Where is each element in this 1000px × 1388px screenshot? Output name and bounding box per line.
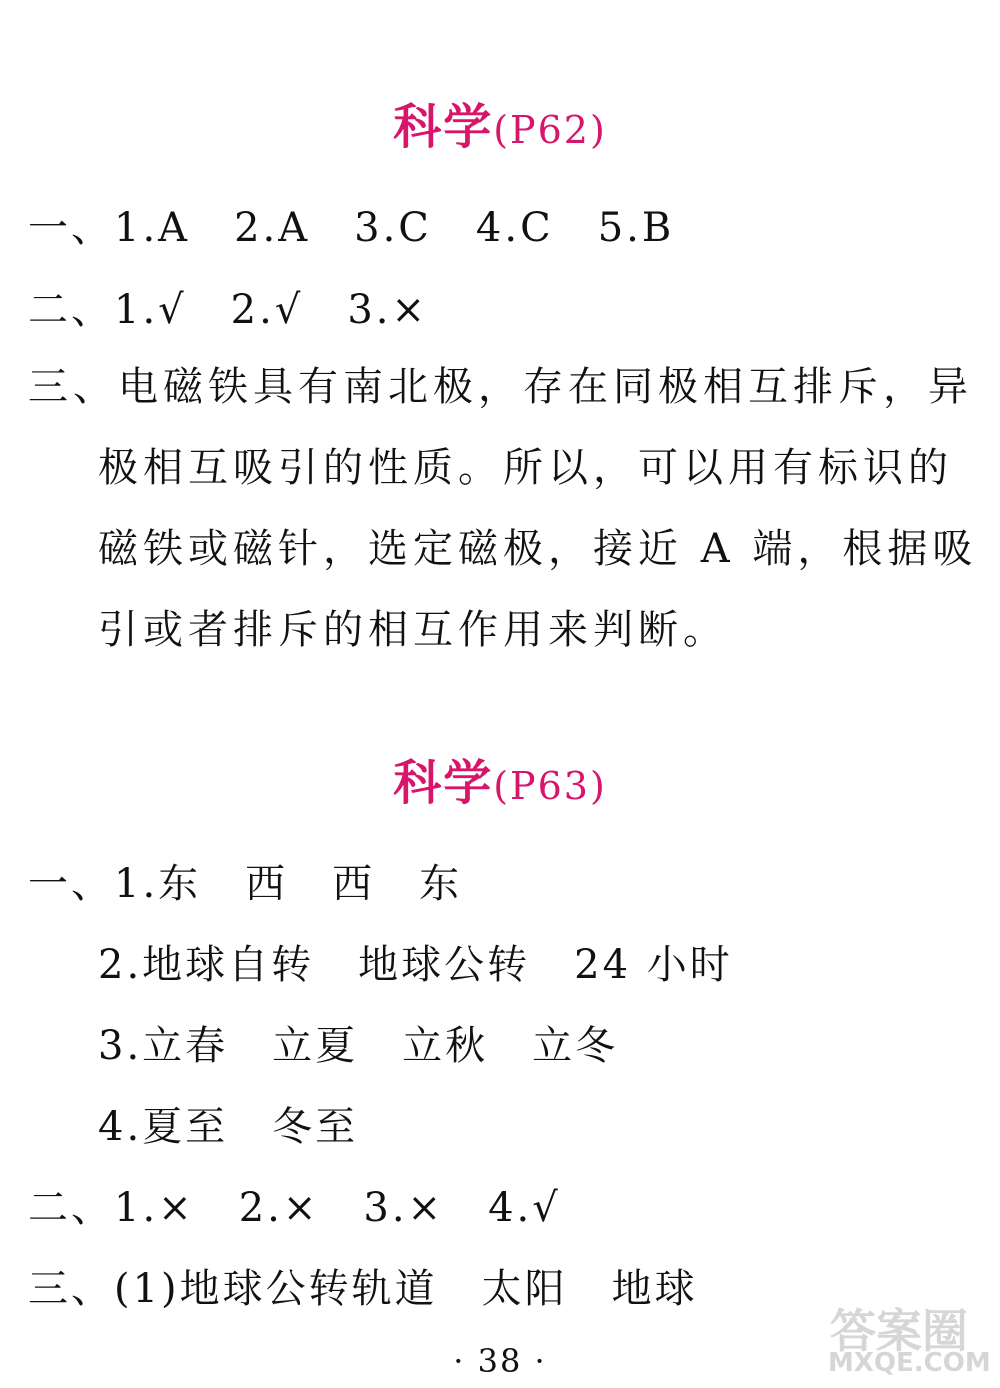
- answer-line-1-2: [28, 286, 428, 334]
- answer-item: 立冬: [532, 1023, 619, 1069]
- answer-item: 2.A: [234, 205, 311, 251]
- answer-item: 4.C: [475, 205, 554, 251]
- title-keyword: 科学: [393, 755, 494, 811]
- answer-item: 2.√: [230, 287, 304, 333]
- section-title-p62: [0, 88, 1000, 157]
- answer-item: 3.C: [354, 205, 432, 251]
- answer-item: 立秋: [402, 1023, 489, 1069]
- answer-line-2-2: [28, 1184, 561, 1232]
- answer-item: 2.×: [238, 1185, 320, 1231]
- title-keyword: 科学: [393, 99, 494, 155]
- answer-line-2-1-2: [98, 941, 733, 989]
- answer-item: 冬至: [272, 1104, 359, 1150]
- answer-label: 二、1.√: [28, 287, 187, 333]
- watermark-url: MXQE.COM: [828, 1348, 991, 1378]
- title-page: (P62): [493, 108, 607, 152]
- watermark-logo: 答案圈: [830, 1304, 968, 1358]
- answer-item: 地球公转: [358, 942, 531, 988]
- answer-text: 三、电磁铁具有南北极，存在同极相互排斥，异极相互吸引的性质。所以，可以用有标识的磁铁或磁针，选定磁极，接近 A 端，根据吸引或者排斥的相互作用来判断。: [28, 364, 978, 653]
- answer-label: 一、1.东: [28, 861, 202, 907]
- answer-item: 地球: [611, 1266, 698, 1312]
- answer-item: 3.×: [363, 1185, 445, 1231]
- answer-label: 一、1.A: [28, 205, 191, 251]
- answer-label: 3.立春: [98, 1023, 229, 1069]
- answer-item: 24 小时: [574, 942, 733, 988]
- answer-item: 4.√: [488, 1185, 561, 1231]
- title-page: (P63): [493, 764, 607, 808]
- answer-label: 2.地球自转: [98, 942, 315, 988]
- answer-item: 西: [332, 861, 376, 907]
- answer-line-1-1: [28, 204, 674, 252]
- answer-item: 东: [419, 861, 463, 907]
- answer-paragraph-1-3: [28, 347, 978, 671]
- answer-label: 4.夏至: [98, 1104, 229, 1150]
- answer-line-2-1-3: [98, 1022, 618, 1070]
- answer-line-2-1-4: [98, 1103, 358, 1151]
- answer-label: 二、1.×: [28, 1185, 195, 1231]
- answer-label: 三、(1)地球公转轨道: [28, 1266, 438, 1312]
- answer-item: 3.×: [347, 287, 428, 333]
- answer-item: 西: [245, 861, 289, 907]
- answer-line-2-3: [28, 1265, 698, 1313]
- answer-line-2-1-1: [28, 860, 462, 908]
- answer-item: 立夏: [272, 1023, 359, 1069]
- answer-item: 5.B: [597, 205, 675, 251]
- section-title-p63: [0, 744, 1000, 813]
- page-number: · 38 ·: [453, 1342, 547, 1380]
- answer-item: 太阳: [481, 1266, 568, 1312]
